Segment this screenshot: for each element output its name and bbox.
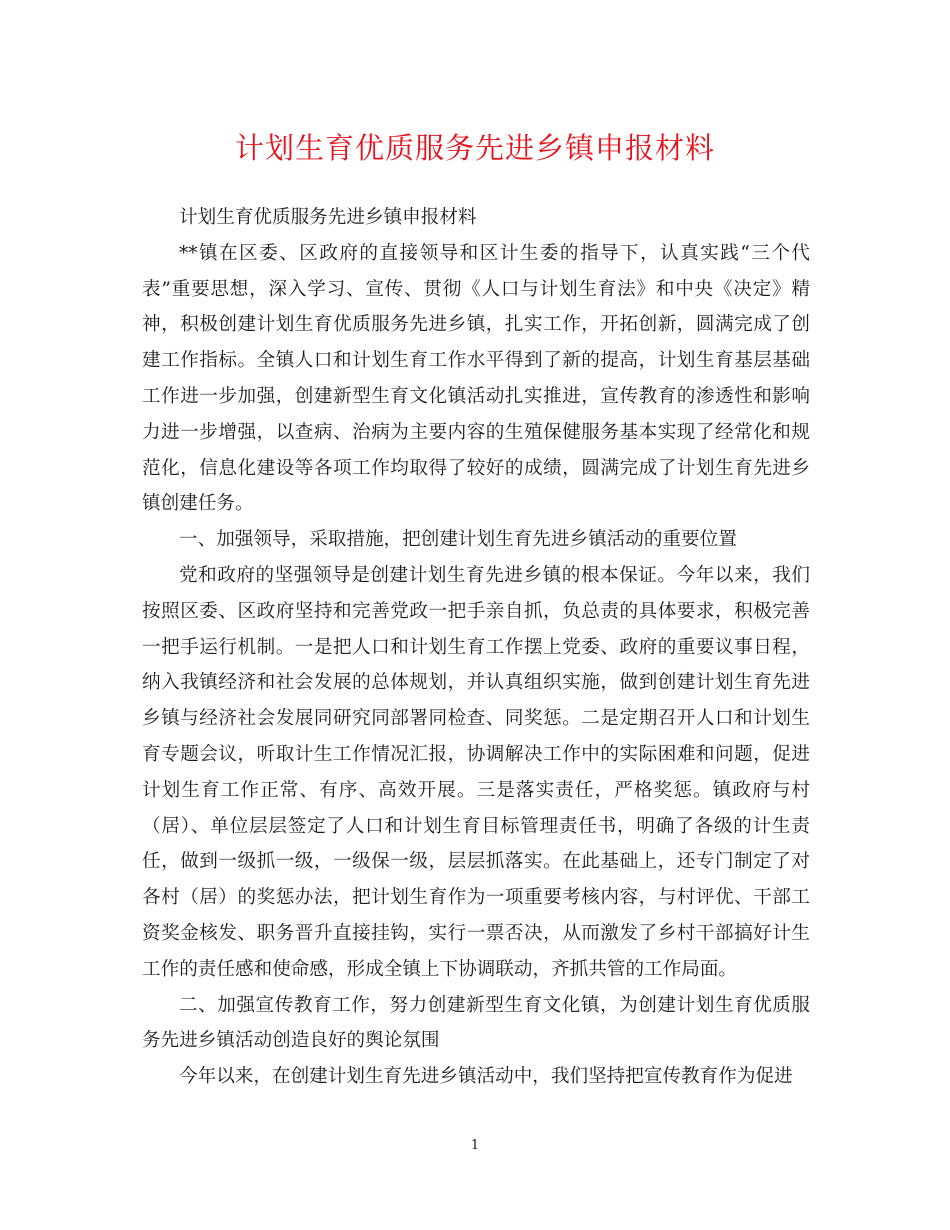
- document-body: [142, 200, 810, 1095]
- subtitle-paragraph: 计划生育优质服务先进乡镇申报材料: [179, 207, 477, 228]
- page-number: 1: [470, 1138, 480, 1153]
- section-1-paragraph: 党和政府的坚强领导是创建计划生育先进乡镇的根本保证。今年以来，我们按照区委、区政府坚持和完善党政一把手亲自抓，负总责的具体要求，积极完善一把手运行机制。一是把人口和计划生育工作摆上党委、政府的重要议事日程，纳入我镇经济和社会发展的总体规划，并认真组织实施，做到创建计划生育先进乡镇与经济社会发展同研究同部署同检查、同奖惩。二是定期召开人口和计划生育专题会议，听取计生工作情况汇报，协调解决工作中的实际困难和问题，促进计划生育工作正常、有序、高效开展。三是落实责任，严格奖惩。镇政府与村（居）、单位层层签定了人口和计划生育目标管理责任书，明确了各级的计生责任，做到一级抓一级，一级保一级，层层抓落实。在此基础上，还专门制定了对各村（居）的奖惩办法，把计划生育作为一项重要考核内容，与村评优、干部工资奖金核发、职务晋升直接挂钩，实行一票否决，从而激发了乡村干部搞好计生工作的责任感和使命感，形成全镇上下协调联动，齐抓共管的工作局面。: [142, 564, 810, 980]
- intro-paragraph: **镇在区委、区政府的直接领导和区计生委的指导下，认真实践“三个代表”重要思想，深入学习、宣传、贯彻《人口与计划生育法》和中央《决定》精神，积极创建计划生育优质服务先进乡镇，扎实工作，开拓创新，圆满完成了创建工作指标。全镇人口和计划生育工作水平得到了新的提高，计划生育基层基础工作进一步加强，创建新型生育文化镇活动扎实推进，宣传教育的渗透性和影响力进一步增强，以查病、治病为主要内容的生殖保健服务基本实现了经常化和规范化，信息化建设等各项工作均取得了较好的成绩，圆满完成了计划生育先进乡镇创建任务。: [142, 242, 810, 515]
- section-2-paragraph: 今年以来，在创建计划生育先进乡镇活动中，我们坚持把宣传教育作为促进: [179, 1066, 793, 1088]
- section-heading-1: 一、加强领导，采取措施，把创建计划生育先进乡镇活动的重要位置: [179, 529, 737, 551]
- document-title: 计划生育优质服务先进乡镇申报材料: [234, 131, 715, 165]
- section-heading-2: 二、加强宣传教育工作，努力创建新型生育文化镇，为创建计划生育优质服务先进乡镇活动创造良好的舆论氛围: [142, 994, 810, 1052]
